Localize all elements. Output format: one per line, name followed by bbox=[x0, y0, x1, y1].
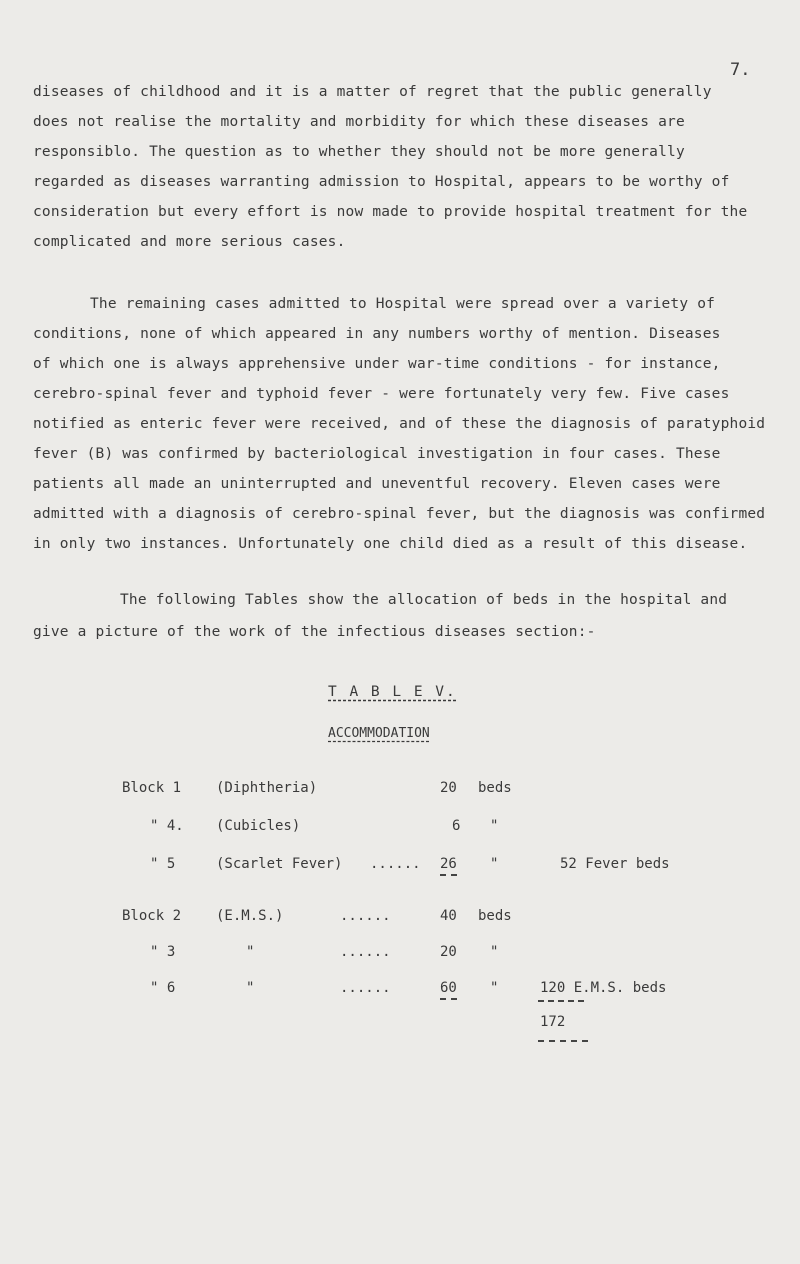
block-label: " 6 bbox=[150, 980, 176, 996]
text-line: does not realise the mortality and morbidity for which these diseases are bbox=[33, 114, 685, 130]
table-title: T A B L E V. bbox=[328, 684, 457, 700]
text-line: complicated and more serious cases. bbox=[33, 234, 346, 250]
block-label: " 5 bbox=[150, 856, 176, 872]
sum-rule bbox=[538, 1000, 584, 1002]
text-line: notified as enteric fever were received, and of these the diagnosis of paratyphoid bbox=[33, 416, 766, 432]
text-line: cerebro-spinal fever and typhoid fever - were fortunately very few. Five cases bbox=[33, 386, 730, 402]
bed-count: 60 bbox=[440, 980, 457, 1000]
bed-count: 40 bbox=[440, 908, 457, 924]
page-number: 7. bbox=[730, 60, 751, 80]
text-line: in only two instances. Unfortunately one child died as a result of this disease. bbox=[33, 536, 748, 552]
block-label: " 3 bbox=[150, 944, 176, 960]
text-line: regarded as diseases warranting admission to Hospital, appears to be worthy of bbox=[33, 174, 730, 190]
bed-unit: " bbox=[490, 818, 499, 834]
bed-unit: beds bbox=[478, 908, 512, 924]
bed-count: 20 bbox=[440, 780, 457, 796]
grand-total: 172 bbox=[540, 1014, 566, 1030]
block-description: (Cubicles) bbox=[216, 818, 301, 834]
subtotal-ems-beds: 120 E.M.S. beds bbox=[540, 980, 667, 996]
text-line: The following Tables show the allocation of beds in the hospital and bbox=[120, 592, 728, 608]
bed-unit: beds bbox=[478, 780, 512, 796]
leader-dots: ...... bbox=[340, 944, 391, 960]
total-rule bbox=[538, 1040, 588, 1042]
table-subtitle: ACCOMMODATION bbox=[328, 726, 430, 741]
block-description: (Scarlet Fever) bbox=[216, 856, 343, 872]
bed-count: 6 bbox=[452, 818, 461, 834]
text-line: patients all made an uninterrupted and uneventful recovery. Eleven cases were bbox=[33, 476, 721, 492]
leader-dots: ...... bbox=[340, 980, 391, 996]
bed-unit: " bbox=[490, 944, 499, 960]
text-line: fever (B) was confirmed by bacteriological investigation in four cases. These bbox=[33, 446, 721, 462]
text-line: admitted with a diagnosis of cerebro-spinal fever, but the diagnosis was confirmed bbox=[33, 506, 766, 522]
block-label: Block 1 bbox=[122, 780, 182, 796]
bed-unit: " bbox=[490, 980, 499, 996]
text-line: conditions, none of which appeared in any numbers worthy of mention. Diseases bbox=[33, 326, 721, 342]
leader-dots: ...... bbox=[340, 908, 391, 924]
text-line: responsiblo. The question as to whether they should not be more generally bbox=[33, 144, 685, 160]
text-line: give a picture of the work of the infectious diseases section:- bbox=[33, 624, 596, 640]
block-label: " 4. bbox=[150, 818, 184, 834]
subtotal-fever-beds: 52 Fever beds bbox=[560, 856, 670, 872]
bed-unit: " bbox=[490, 856, 499, 872]
text-line: The remaining cases admitted to Hospital were spread over a variety of bbox=[90, 296, 716, 312]
block-label: Block 2 bbox=[122, 908, 182, 924]
text-line: of which one is always apprehensive under war-time conditions - for instance, bbox=[33, 356, 721, 372]
leader-dots: ...... bbox=[370, 856, 421, 872]
text-line: diseases of childhood and it is a matter of regret that the public generally bbox=[33, 84, 712, 100]
block-description: (E.M.S.) bbox=[216, 908, 284, 924]
bed-count: 26 bbox=[440, 856, 457, 876]
text-line: consideration but every effort is now made to provide hospital treatment for the bbox=[33, 204, 748, 220]
bed-count: 20 bbox=[440, 944, 457, 960]
block-description: (Diphtheria) bbox=[216, 780, 318, 796]
block-description: " bbox=[246, 944, 255, 960]
block-description: " bbox=[246, 980, 255, 996]
